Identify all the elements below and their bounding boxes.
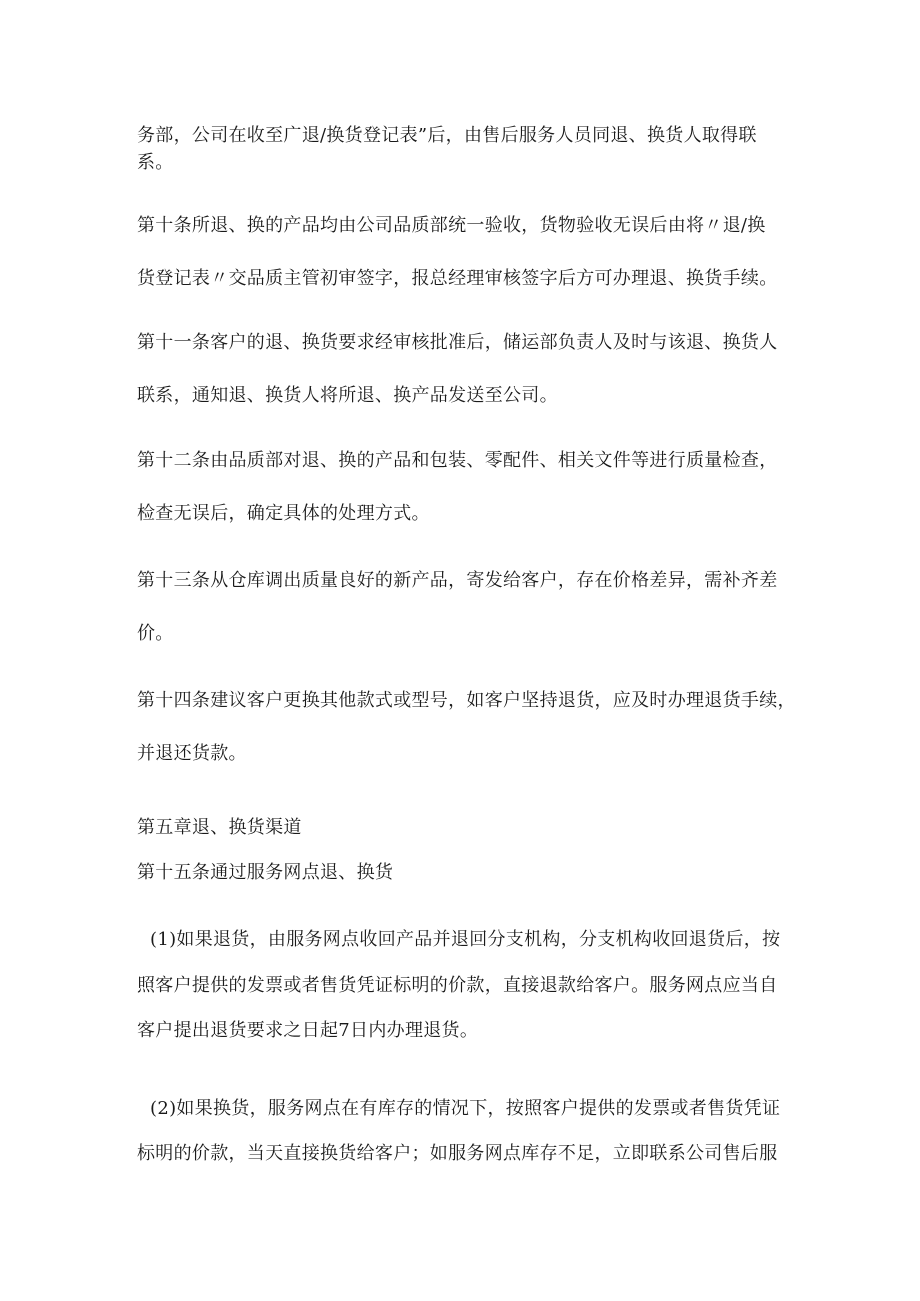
text-line: (1)如果退货，由服务网点收回产品并退回分支机构，分支机构收回退货后，按 (150, 929, 781, 950)
text-line: 系。 (137, 152, 174, 173)
text-line: 标明的价款，当天直接换货给客户；如服务网点库存不足，立即联系公司售后服 (137, 1143, 778, 1164)
text-line: 第十条所退、换的产品均由公司品质部统一验收，货物验收无误后由将〃退/换 (137, 215, 766, 236)
text-line: (2)如果换货，服务网点在有库存的情况下，按照客户提供的发票或者售货凭证 (150, 1098, 781, 1119)
text-line: 客户提出退货要求之日起7日内办理退货。 (137, 1020, 479, 1041)
text-line: 货登记表〃交品质主管初审签字，报总经理审核签字后方可办理退、换货手续。 (137, 268, 778, 289)
chapter-heading: 第五章退、换货渠道 (137, 817, 302, 838)
text-line: 第十一条客户的退、换货要求经审核批准后，储运部负责人及时与该退、换货人 (137, 332, 778, 353)
text-line: 并退还货款。 (137, 743, 247, 764)
text-line: 第十二条由品质部对退、换的产品和包装、零配件、相关文件等进行质量检查， (137, 450, 778, 471)
text-line: 照客户提供的发票或者售货凭证标明的价款，直接退款给客户。服务网点应当自 (137, 975, 778, 996)
text-line: 检查无误后，确定具体的处理方式。 (137, 503, 430, 524)
text-line: 第十三条从仓库调出质量良好的新产品，寄发给客户，存在价格差异，需补齐差 (137, 570, 778, 591)
text-line: 价。 (137, 623, 174, 644)
text-line: 务部，公司在收至广退/换货登记表”后，由售后服务人员同退、换货人取得联 (137, 125, 757, 146)
text-line: 第十四条建议客户更换其他款式或型号，如客户坚持退货，应及时办理退货手续， (137, 690, 796, 711)
text-line: 联系，通知退、换货人将所退、换产品发送至公司。 (137, 385, 558, 406)
article-heading: 第十五条通过服务网点退、换货 (137, 862, 394, 883)
